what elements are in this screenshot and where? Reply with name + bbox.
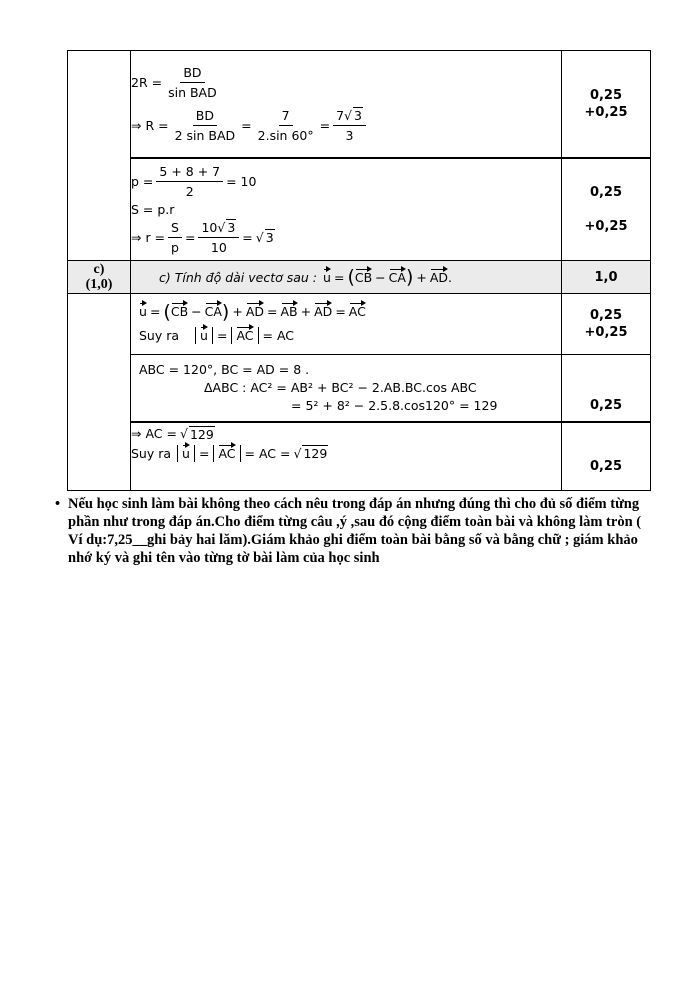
math-text: = (242, 229, 253, 245)
denominator: 2 sin BAD (174, 127, 236, 143)
vector-u: u (323, 269, 331, 285)
denominator: 2 (185, 183, 194, 199)
vector-ac: AC (236, 328, 254, 343)
part-points: (1,0) (85, 277, 113, 292)
math-text: = (198, 445, 210, 461)
math-text: = (184, 229, 196, 245)
math-text: ⇒ r = (131, 229, 166, 245)
sqrt-term: 129 (303, 446, 328, 461)
math-line: ⇒ AC = √ 129 (131, 426, 214, 442)
question-text: c) Tính độ dài vectơ sau : (159, 269, 318, 285)
math-line: u = ( CB − CA ) + AD = AB + AD = AC (139, 300, 366, 323)
table-row (68, 261, 651, 294)
math-line (131, 108, 561, 143)
abs-value (195, 327, 213, 344)
abs-value (213, 445, 240, 462)
math-text: ⇒ AC = (131, 426, 177, 441)
fraction (255, 108, 317, 143)
score-cell (562, 294, 651, 355)
math-text: 7 (336, 107, 345, 123)
vector-ac: AC (218, 445, 236, 461)
score-value: +0,25 (584, 325, 628, 340)
score-value: +0,25 (584, 218, 628, 234)
fraction (168, 220, 182, 255)
sqrt-term: 129 (189, 426, 214, 442)
math-text: + (232, 304, 243, 319)
part-label-cell (68, 261, 131, 294)
math-text: Suy ra (131, 445, 172, 461)
score-value: 0,25 (589, 308, 623, 323)
grading-table (67, 50, 651, 491)
table-row (68, 422, 651, 491)
numerator: 10√ 3 (198, 220, 239, 238)
vector-ca: CA (388, 269, 406, 285)
math-text: + (416, 269, 427, 285)
score-cell (562, 51, 651, 158)
denominator: 2.sin 60° (257, 127, 314, 143)
numerator: BD (193, 108, 217, 126)
math-text: = AC (262, 328, 295, 343)
table-row (68, 294, 651, 355)
vector-cb: CB (354, 269, 373, 285)
math-text: Suy ra (139, 328, 180, 343)
content-cell (131, 294, 562, 355)
score-cell: 0,25 (562, 422, 651, 491)
sqrt-term: 3 (227, 219, 236, 235)
fraction (172, 108, 239, 143)
math-text: = AC = (244, 445, 291, 461)
table-row (68, 51, 651, 158)
math-line: ΔABC : AC² = AB² + BC² − 2.AB.BC.cos ABC (204, 380, 477, 396)
vector-u: u (200, 328, 208, 343)
vector-ab: AB (280, 304, 298, 319)
denominator: p (171, 239, 179, 255)
math-line: ⇒ r = $\frac{S}{p}$ = $\frac{10√ 3}{10}$ = √ 3 (131, 219, 274, 255)
content-cell (131, 51, 562, 158)
math-line: Suy ra u = AC = AC = √ 129 (131, 445, 328, 461)
denominator: 10 (210, 239, 227, 255)
math-text: = (319, 117, 331, 133)
math-text: = (335, 304, 346, 319)
vector-ad: AD (429, 269, 449, 285)
math-text: = (216, 328, 228, 343)
content-cell (131, 355, 562, 422)
math-text: + (300, 304, 312, 319)
vector-ad: AD (314, 304, 333, 319)
vector-ac: AC (348, 304, 366, 319)
fraction (156, 164, 223, 199)
fraction (198, 220, 239, 255)
vector-u: u (139, 304, 147, 319)
math-line (131, 327, 561, 344)
math-text: . (448, 269, 453, 285)
vector-ad: AD (245, 304, 265, 319)
score-cell: 1,0 (562, 261, 651, 294)
denominator: sin BAD (168, 84, 217, 100)
numerator: 7√ 3 (333, 108, 366, 126)
bullet-icon: • (55, 496, 61, 512)
math-text: 2R = (131, 74, 163, 90)
numerator: S (168, 220, 182, 238)
score-cell (562, 158, 651, 261)
numerator: 5 + 8 + 7 (156, 164, 223, 182)
math-text: − (375, 269, 386, 285)
math-line: c) Tính độ dài vectơ sau : u = ( CB − CA ) + AD . (159, 266, 453, 288)
math-text: = 10 (226, 173, 257, 189)
numerator: BD (180, 65, 204, 83)
note-text: Nếu học sinh làm bài không theo cách nêu trong đáp án nhưng đúng thì cho đủ số điểm từng phần như trong đáp án.Cho điểm từng câu ,ý ,sau đó cộng điểm toàn bài và không làm tròn ( Ví dụ:7,25__ghi bảy hai lăm).Giám khảo ghi điểm toàn bài bằng số và bằng chữ ; giám khảo nhớ ký và ghi tên vào từng tờ bài làm của học sinh (68, 496, 642, 566)
abs-value (231, 327, 258, 344)
math-text: = (241, 117, 252, 133)
part-cell-empty (68, 294, 131, 491)
score-cell: 0,25 (562, 355, 651, 422)
score-value: 0,25 (589, 184, 623, 200)
math-line: S = p.r (131, 201, 175, 217)
grading-note (55, 495, 645, 567)
math-text: = (149, 304, 161, 319)
part-label: c) (93, 262, 105, 277)
content-cell (131, 422, 562, 491)
numerator: 7 (279, 108, 293, 126)
math-line (131, 65, 561, 100)
denominator: 3 (345, 127, 354, 143)
math-text: p = (131, 173, 154, 189)
content-cell (131, 158, 562, 261)
score-value: +0,25 (584, 104, 628, 120)
score-value: 0,25 (589, 87, 623, 103)
sqrt-term: 3 (265, 230, 274, 246)
vector-ca: CA (204, 304, 222, 319)
abs-value (177, 445, 195, 462)
math-text: = (267, 304, 278, 319)
table-row (68, 355, 651, 422)
math-text: = (333, 269, 345, 285)
sqrt-term: 3 (354, 107, 362, 123)
math-line: ABC = 120°, BC = AD = 8 . (139, 362, 310, 378)
vector-u: u (182, 445, 190, 461)
content-cell (131, 261, 562, 294)
math-text: ⇒ R = (131, 117, 169, 133)
math-line (131, 164, 561, 199)
vector-cb: CB (170, 304, 189, 319)
math-line: = 5² + 8² − 2.5.8.cos120° = 129 (291, 398, 498, 414)
math-text: − (191, 304, 202, 319)
fraction (333, 108, 366, 143)
math-text: 10 (201, 219, 218, 235)
fraction (165, 65, 220, 100)
part-cell-empty (68, 51, 131, 261)
table-row (68, 158, 651, 261)
